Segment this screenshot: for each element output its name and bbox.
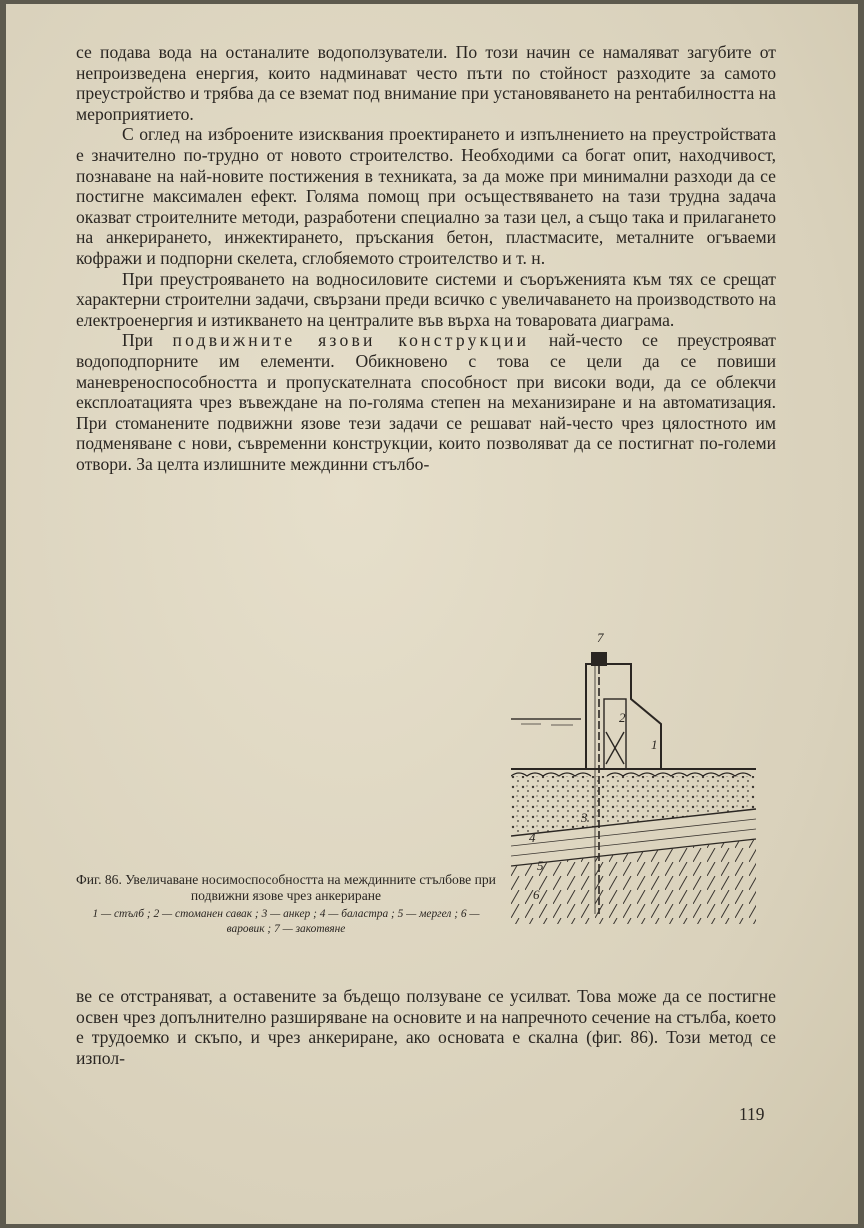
figure-label-1: 1 bbox=[651, 737, 658, 752]
figure-label-3: 3 bbox=[581, 810, 588, 825]
caption-title: Фиг. 86. Увеличаване носимоспособността на междинните стълбове при подвижни язове чрез анкериране bbox=[76, 872, 496, 903]
paragraph-movable-dams bbox=[76, 330, 776, 474]
figure-label-2: 2 bbox=[619, 710, 626, 725]
paragraph-rest: най-често се преустрояват водоподпорните им елементи. Обикновено с това се цели да се повиши маневреноспособността и пропускателната способност при високи води, да се облекчи експлоатацията чрез въвеждане на по-голяма степен на механизиране и на автоматизация. При стоманените подвижни язове тези задачи се решават най-често чрез цялостното им подменяване с нови, съвременни конструкции, които позволяват да се постигнат по-големи отвори. За целта излишните междинни стълбо- bbox=[76, 330, 776, 474]
paragraph-design: С оглед на изброените изисквания проектирането и изпълнението на преустройствата е значително по-трудно от новото строителство. Необходими са богат опит, находчивост, познаване на най-новите постижения в техниката, за да може при минимални разходи да се постигне максимален ефект. Голяма помощ при осъществяването на тази трудна задача оказват строителните методи, разработени специално за тази цел, а също така и прилагането на анкерирането, инжектирането, пръскания бетон, пластмасите, металните огъваеми кофражи и подпорни скелета, сглобяемото строителство и т. н. bbox=[76, 124, 776, 268]
book-page bbox=[6, 4, 858, 1224]
paragraph-continued-bottom: ве се отстраняват, а оставените за бъдещо ползуване се усилват. Това може да се постигне освен чрез допълнително разширяване на основите и на напречното сечение на стълба, което е трудоемко и скъпо, и чрез анкериране, ако основата е скална (фиг. 86). Този метод се изпол- bbox=[76, 986, 776, 1068]
anchor-head bbox=[591, 652, 607, 666]
figure-86-diagram bbox=[511, 624, 761, 924]
spaced-term: подвижните язови конструкции bbox=[172, 330, 530, 351]
caption-legend: 1 — стълб ; 2 — стоманен савак ; 3 — анкер ; 4 — баластра ; 5 — мергел ; 6 — варовик ; 7 — закотвяне bbox=[92, 908, 480, 935]
page-number: 119 bbox=[739, 1104, 765, 1124]
figure-label-4: 4 bbox=[529, 830, 536, 845]
gravel-layer bbox=[511, 776, 756, 836]
figure-label-5: 5 bbox=[537, 858, 544, 873]
paragraph-hydropower: При преустрояването на водносиловите системи и съоръженията към тях се срещат характерни строителни задачи, свързани преди всичко с увеличаването на производството на електроенергия и изтикването на централите във върха на товаровата диаграма. bbox=[76, 268, 776, 330]
figure-label-7: 7 bbox=[597, 630, 604, 645]
paragraph-lead-word: При bbox=[122, 330, 153, 351]
figure-label-6: 6 bbox=[533, 887, 540, 902]
body-text-bottom bbox=[76, 986, 776, 1068]
body-text-top bbox=[76, 42, 776, 474]
figure-caption bbox=[76, 872, 496, 937]
paragraph-continued: се подава вода на останалите водоползуватели. По този начин се намаляват загубите от непроизведена енергия, които надминават често пъти по стойност разходите за самото преустройство и трябва да се вземат под внимание при установяването на рентабилността на мероприятието. bbox=[76, 42, 776, 124]
